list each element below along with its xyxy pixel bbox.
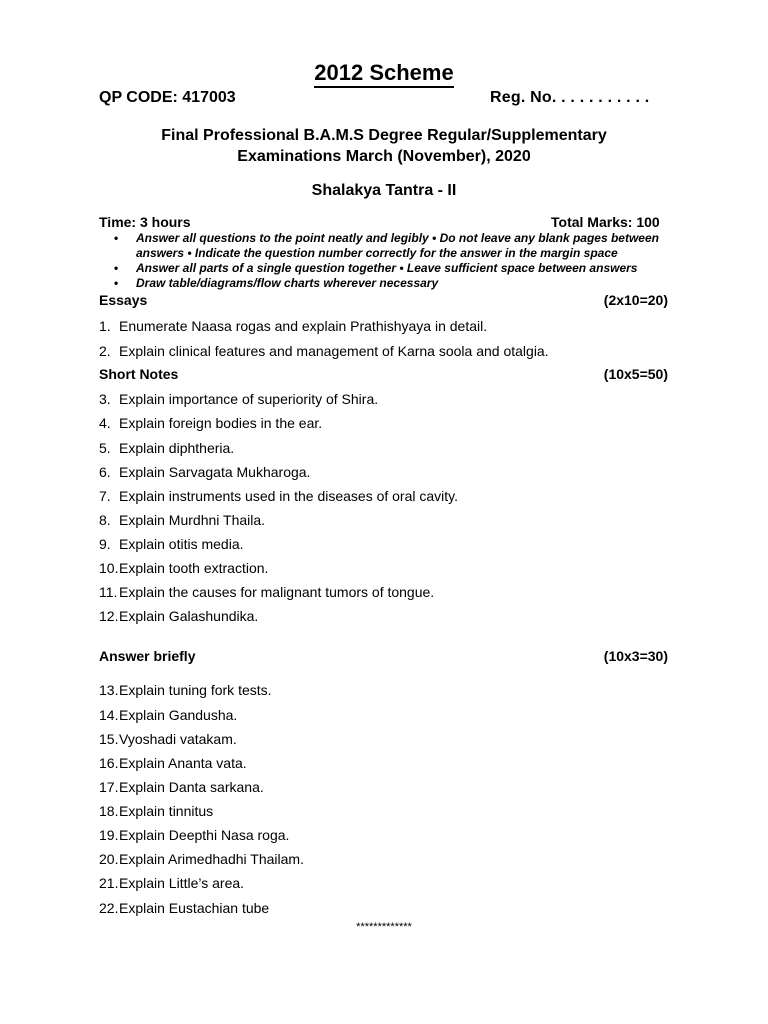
question-item [99, 755, 247, 771]
question-text: Explain the causes for malignant tumors of tongue. [119, 584, 435, 600]
question-number: 22. [99, 900, 119, 916]
question-text: Explain Danta sarkana. [119, 779, 264, 795]
total-marks: Total Marks: 100 [551, 214, 660, 230]
question-number: 7. [99, 488, 111, 504]
question-item [99, 440, 234, 456]
question-item [99, 608, 258, 624]
question-text: Explain importance of superiority of Shira. [119, 391, 379, 407]
question-item [99, 682, 272, 698]
question-number: 13. [99, 682, 119, 698]
question-item [99, 560, 268, 576]
instructions-list [114, 231, 674, 291]
question-text: Explain Arimedhadhi Thailam. [119, 851, 304, 867]
question-number: 19. [99, 827, 119, 843]
question-item [99, 536, 244, 552]
question-number: 14. [99, 707, 119, 723]
question-text: Explain Deepthi Nasa roga. [119, 827, 290, 843]
question-text: Explain Galashundika. [119, 608, 259, 624]
question-number: 1. [99, 318, 111, 334]
scheme-title [0, 60, 768, 86]
section-marks-essays: (2x10=20) [603, 292, 668, 308]
question-item [99, 464, 310, 480]
question-text: Explain Sarvagata Mukharoga. [119, 464, 311, 480]
question-text: Explain Ananta vata. [119, 755, 247, 771]
question-number: 12. [99, 608, 119, 624]
instruction-item: • Answer all questions to the point neatly and legibly • Do not leave any blank pages between answers • Indicate the question number correctly for the answer in the margin space [114, 231, 674, 261]
question-number: 11. [99, 584, 118, 600]
question-item [99, 343, 549, 359]
exam-time: Time: 3 hours [99, 214, 191, 230]
question-text: Explain clinical features and management of Karna soola and otalgia. [119, 343, 549, 359]
question-item [99, 875, 244, 891]
section-marks-answer-briefly: (10x3=30) [603, 648, 668, 664]
question-text: Explain tinnitus [119, 803, 214, 819]
question-item [99, 415, 322, 431]
qp-code: QP CODE: 417003 [99, 89, 236, 106]
question-item [99, 779, 264, 795]
question-number: 15. [99, 731, 119, 747]
question-item [99, 900, 269, 916]
question-number: 17. [99, 779, 119, 795]
question-text: Explain instruments used in the diseases of oral cavity. [119, 488, 459, 504]
question-number: 21. [99, 875, 119, 891]
question-text: Vyoshadi vatakam. [119, 731, 237, 747]
question-item [99, 391, 378, 407]
question-item [99, 488, 458, 504]
question-number: 6. [99, 464, 111, 480]
question-number: 4. [99, 415, 111, 431]
question-number: 8. [99, 512, 111, 528]
section-marks-short-notes: (10x5=50) [603, 366, 668, 382]
question-number: 9. [99, 536, 111, 552]
scheme-title-text: 2012 Scheme [314, 60, 453, 88]
question-item [99, 827, 289, 843]
question-text: Explain Gandusha. [119, 707, 238, 723]
question-item [99, 584, 434, 600]
section-title-answer-briefly: Answer briefly [99, 648, 196, 664]
question-text: Explain foreign bodies in the ear. [119, 415, 323, 431]
section-title-essays: Essays [99, 292, 148, 308]
question-text: Explain diphtheria. [119, 440, 235, 456]
question-text: Explain tooth extraction. [119, 560, 269, 576]
question-number: 2. [99, 343, 111, 359]
exam-title-line2: Examinations March (November), 2020 [237, 148, 531, 165]
question-text: Explain Little’s area. [119, 875, 245, 891]
instruction-item: • Draw table/diagrams/flow charts wherever necessary [114, 276, 674, 291]
question-item [99, 803, 213, 819]
question-number: 5. [99, 440, 111, 456]
question-item [99, 318, 487, 334]
question-text: Explain Murdhni Thaila. [119, 512, 266, 528]
section-title-short-notes: Short Notes [99, 366, 179, 382]
question-item [99, 731, 237, 747]
exam-title-line1: Final Professional B.A.M.S Degree Regular/Supplementary [161, 127, 607, 144]
question-item [99, 851, 304, 867]
question-number: 20. [99, 851, 119, 867]
reg-no: Reg. No. . . . . . . . . . . [490, 89, 650, 106]
question-text: Explain otitis media. [119, 536, 244, 552]
question-text: Explain tuning fork tests. [119, 682, 272, 698]
question-item [99, 512, 265, 528]
instruction-item: • Answer all parts of a single question together • Leave sufficient space between answers [114, 261, 674, 276]
question-number: 16. [99, 755, 119, 771]
question-item [99, 707, 237, 723]
question-number: 18. [99, 803, 119, 819]
end-stars: ************* [356, 921, 412, 933]
question-text: Enumerate Naasa rogas and explain Prathishyaya in detail. [119, 318, 488, 334]
question-text: Explain Eustachian tube [119, 900, 270, 916]
subject-title: Shalakya Tantra - II [311, 182, 457, 199]
question-number: 10. [99, 560, 119, 576]
question-number: 3. [99, 391, 111, 407]
